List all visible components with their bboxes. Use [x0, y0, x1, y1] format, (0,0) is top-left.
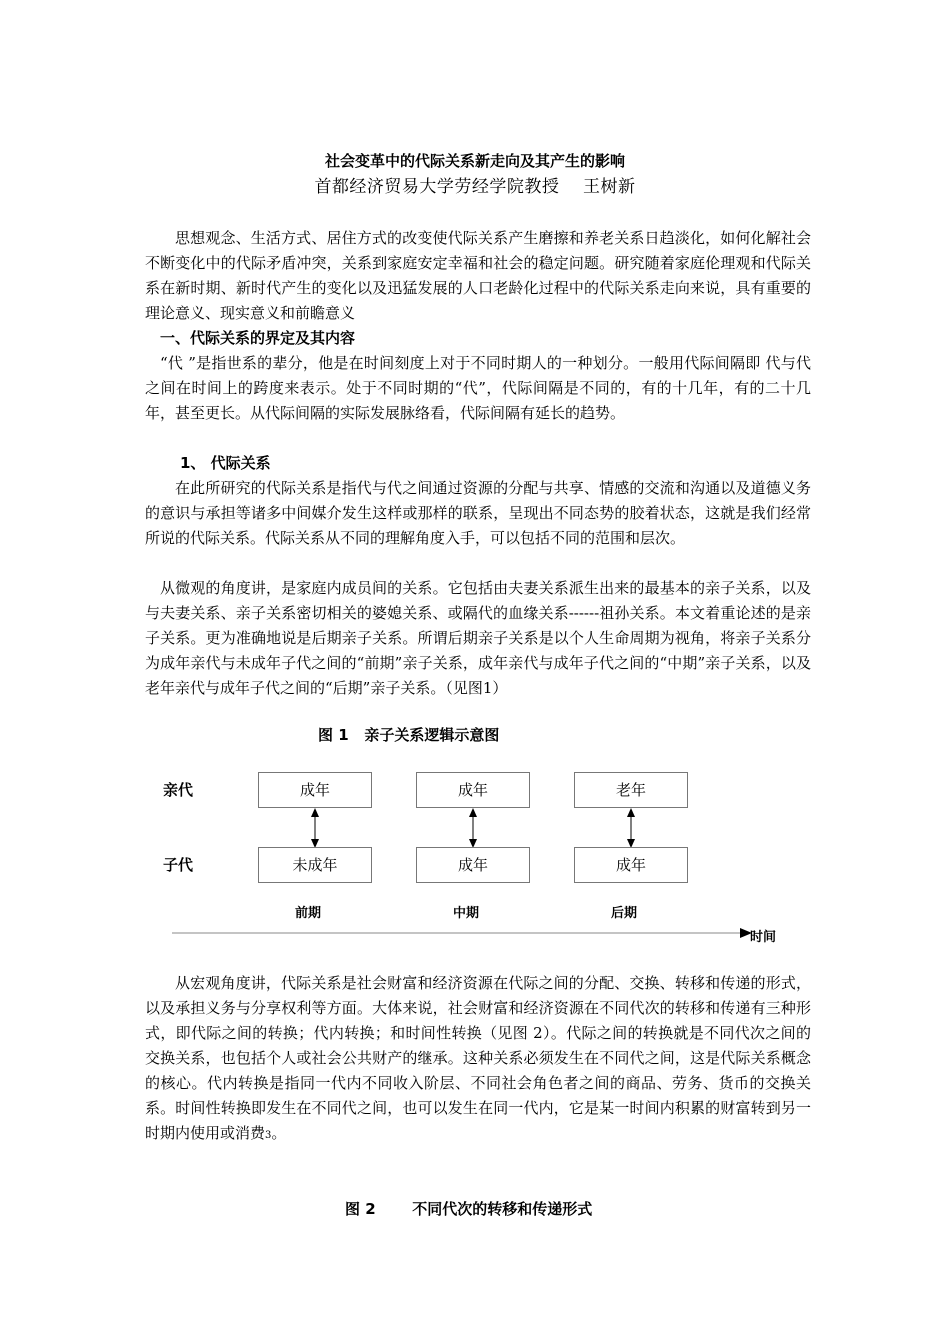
figure1-row-child-label: 子代 [163, 856, 194, 874]
figure1-phase-late: 后期 [610, 906, 637, 921]
paragraph-micro-perspective: 从微观的角度讲，是家庭内成员间的关系。它包括由夫妻关系派生出来的最基本的亲子关系，以及与夫妻关系、亲子关系密切相关的婆媳关系、或隔代的血缘关系------祖孙关系。本文着重论述的是亲子关系。更为准确地说是后期亲子关系。所谓后期亲子关系是以个人生命周期为视角，将亲子关系分为成年亲代与未成年子代之间的“前期”亲子关系，成年亲代与成年子代之间的“中期”亲子关系，以及老年亲代与成年子代之间的“后期”亲子关系。（见图1） [145, 579, 811, 697]
figure1-title: 图 1 亲子关系逻辑示意图 [318, 726, 500, 744]
figure1-box-child-early: 未成年 [258, 847, 372, 883]
paragraph-intro: 思想观念、生活方式、居住方式的改变使代际关系产生磨擦和养老关系日趋淡化，如何化解社会不断变化中的代际矛盾冲突，关系到家庭安定幸福和社会的稳定问题。研究随着家庭伦理观和代际关系在新时期、新时代产生的变化以及迅猛发展的人口老龄化过程中的代际关系走向来说，具有重要的理论意义、现实意义和前瞻意义 [145, 229, 811, 322]
figure1-row-parent-label: 亲代 [163, 781, 194, 799]
figure1-box-parent-early: 成年 [258, 772, 372, 808]
subsection-heading-1: 1、 代际关系 [180, 454, 271, 472]
section-heading-1: 一、代际关系的界定及其内容 [160, 329, 356, 347]
paragraph-generation-definition: “代 ”是指世系的辈分，他是在时间刻度上对于不同时期人的一种划分。一般用代际间隔即 代与代之间在时间上的跨度来表示。处于不同时期的“代”，代际间隔是不同的，有的十几年，有的二十几年，甚至更长。从代际间隔的实际发展脉络看，代际间隔有延长的趋势。 [145, 354, 811, 422]
paragraph-macro-end: 。 [271, 1124, 287, 1142]
footnote-marker: 3 [265, 1130, 272, 1141]
figure1-phase-early: 前期 [294, 906, 321, 921]
paragraph-relationship-definition: 在此所研究的代际关系是指代与代之间通过资源的分配与共享、情感的交流和沟通以及道德义务的意识与承担等诸多中间媒介发生这样或那样的联系，呈现出不同态势的胶着状态，这就是我们经常所说的代际关系。代际关系从不同的理解角度入手，可以包括不同的范围和层次。 [145, 479, 811, 547]
author-line: 首都经济贸易大学劳经学院教授 王树新 [314, 177, 636, 197]
paragraph-macro-perspective [145, 971, 811, 1148]
figure1-double-arrow-late [626, 808, 636, 848]
figure1-box-parent-late: 老年 [574, 772, 688, 808]
figure1-box-child-late: 成年 [574, 847, 688, 883]
figure1-box-child-middle: 成年 [416, 847, 530, 883]
figure2-title: 图 2 不同代次的转移和传递形式 [345, 1200, 593, 1218]
figure1-time-axis-label: 时间 [750, 930, 777, 945]
figure1-time-axis-arrow [172, 926, 752, 940]
figure1-double-arrow-middle [468, 808, 478, 848]
figure1-box-parent-middle: 成年 [416, 772, 530, 808]
figure1-phase-middle: 中期 [452, 906, 479, 921]
figure1-double-arrow-early [310, 808, 320, 848]
paragraph-macro-text: 从宏观角度讲，代际关系是社会财富和经济资源在代际之间的分配、交换、转移和传递的形式，以及承担义务与分享权利等方面。大体来说，社会财富和经济资源在不同代次的转移和传递有三种形式，即代际之间的转换；代内转换；和时间性转换（见图 2）。代际之间的转换就是不同代次之间的交换关系，也包括个人或社会公共财产的继承。这种关系必须发生在不同代之间，这是代际关系概念的核心。代内转换是指同一代内不同收入阶层、不同社会角色者之间的商品、劳务、货币的交换关系。时间性转换即发生在不同代之间，也可以发生在同一代内，它是某一时间内积累的财富转到另一时期内使用或消费 [145, 974, 811, 1142]
document-title: 社会变革中的代际关系新走向及其产生的影响 [324, 152, 625, 170]
